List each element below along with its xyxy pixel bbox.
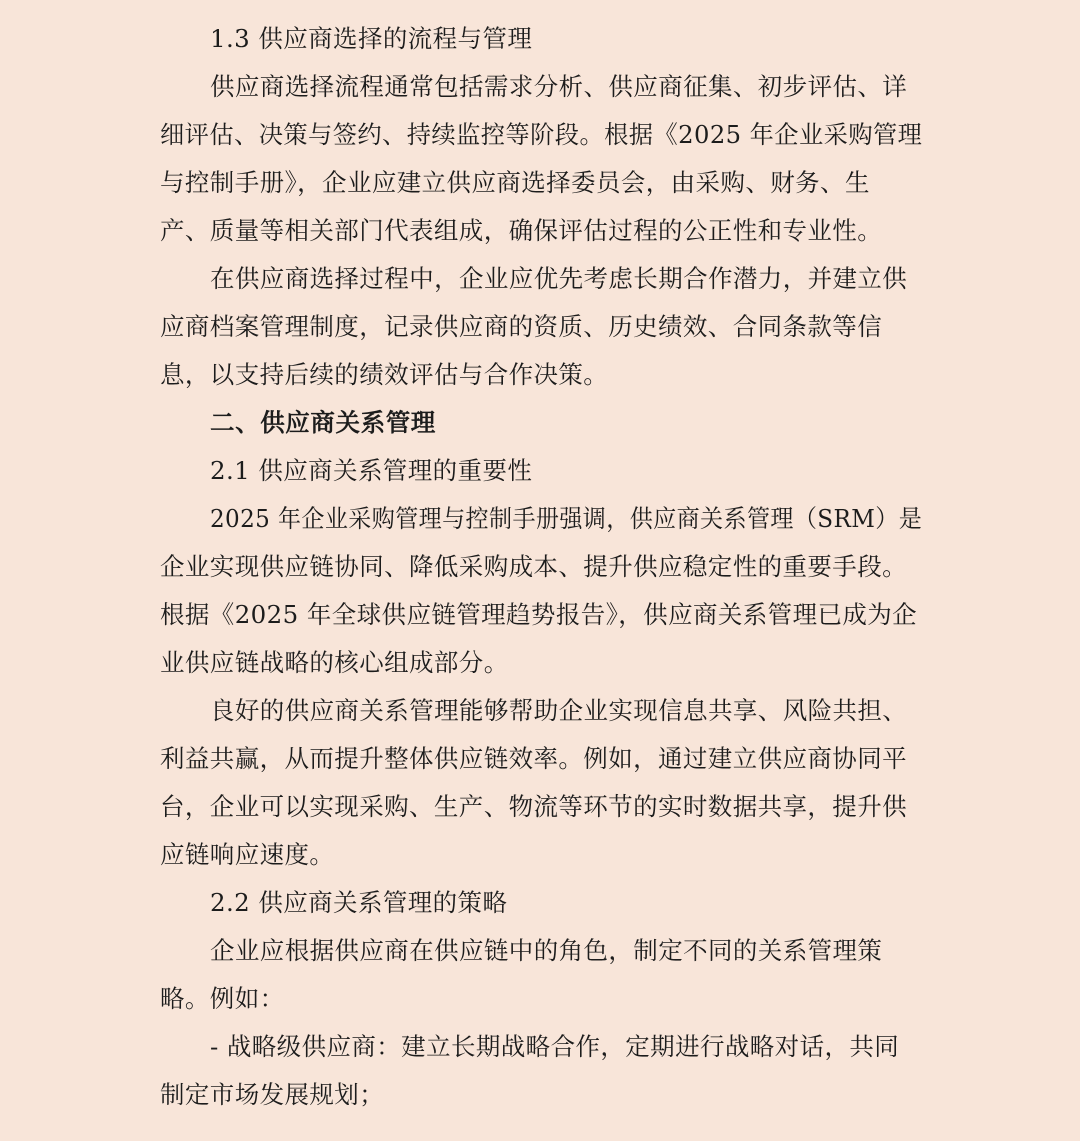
paragraph-line: 应链响应速度。 <box>160 840 335 869</box>
paragraph-line: 2025 年企业采购管理与控制手册强调，供应商关系管理（SRM）是 <box>210 504 923 533</box>
paragraph-line: 企业实现供应链协同、降低采购成本、提升供应稳定性的重要手段。 <box>160 552 907 581</box>
paragraph-line: 企业应根据供应商在供应链中的角色，制定不同的关系管理策 <box>210 936 883 965</box>
paragraph-line: 息，以支持后续的绩效评估与合作决策。 <box>160 360 609 389</box>
paragraph-line: 业供应链战略的核心组成部分。 <box>160 648 509 677</box>
paragraph-line: 略。例如： <box>160 984 285 1013</box>
list-item-line: - 战略级供应商：建立长期战略合作，定期进行战略对话，共同 <box>210 1032 900 1061</box>
paragraph-line: 在供应商选择过程中，企业应优先考虑长期合作潜力，并建立供 <box>210 264 908 293</box>
paragraph-line: 台，企业可以实现采购、生产、物流等环节的实时数据共享，提升供 <box>160 792 907 821</box>
paragraph-line: 良好的供应商关系管理能够帮助企业实现信息共享、风险共担、 <box>210 696 908 725</box>
subsection-heading-2-2: 2.2 供应商关系管理的策略 <box>210 888 508 917</box>
paragraph-line: 供应商选择流程通常包括需求分析、供应商征集、初步评估、详 <box>210 72 908 101</box>
paragraph-line: 产、质量等相关部门代表组成，确保评估过程的公正性和专业性。 <box>160 216 883 245</box>
subsection-heading-2-1: 2.1 供应商关系管理的重要性 <box>210 456 533 485</box>
subsection-heading-1-3: 1.3 供应商选择的流程与管理 <box>210 24 533 53</box>
paragraph-line: 与控制手册》，企业应建立供应商选择委员会，由采购、财务、生 <box>160 168 870 197</box>
list-item-line: 制定市场发展规划； <box>160 1080 385 1109</box>
paragraph-line: 细评估、决策与签约、持续监控等阶段。根据《2025 年企业采购管理 <box>160 120 923 149</box>
paragraph-line: 根据《2025 年全球供应链管理趋势报告》，供应商关系管理已成为企 <box>160 600 918 629</box>
paragraph-line: 利益共赢，从而提升整体供应链效率。例如，通过建立供应商协同平 <box>160 744 907 773</box>
section-heading-2: 二、供应商关系管理 <box>210 408 436 437</box>
paragraph-line: 应商档案管理制度，记录供应商的资质、历史绩效、合同条款等信 <box>160 312 883 341</box>
